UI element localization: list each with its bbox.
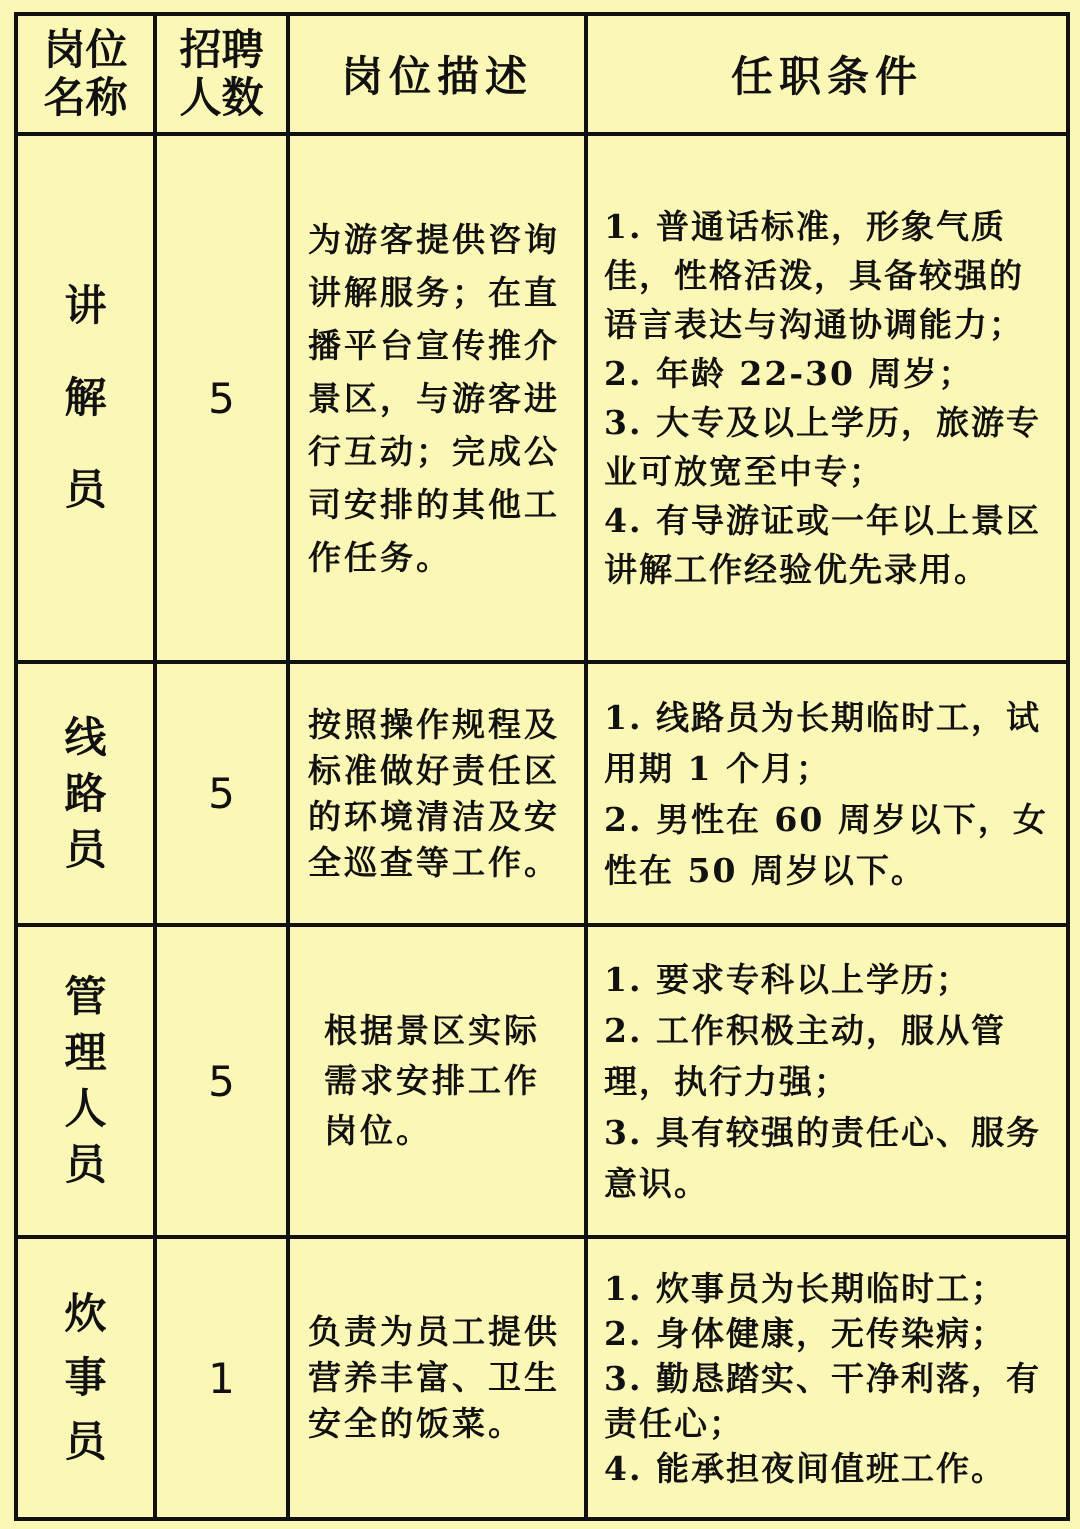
table-row — [16, 1237, 1068, 1519]
header-position: 岗位名称 — [16, 14, 155, 134]
hire-count: 5 — [155, 134, 288, 662]
requirement-item: 2. 年龄 22-30 周岁； — [604, 354, 974, 393]
requirement-item: 4. 有导游证或一年以上景区讲解工作经验优先录用。 — [604, 501, 1041, 589]
requirement-item: 1. 要求专科以上学历； — [604, 959, 971, 999]
job-requirements — [586, 662, 1068, 925]
table-row — [16, 662, 1068, 925]
position-name: 线路员 — [16, 662, 155, 925]
job-requirements — [586, 134, 1068, 662]
job-requirements — [586, 925, 1068, 1237]
position-name: 讲解员 — [16, 134, 155, 662]
position-name: 管理人员 — [16, 925, 155, 1237]
table-header-row — [16, 14, 1068, 134]
job-description: 根据景区实际需求安排工作岗位。 — [288, 925, 586, 1237]
job-requirements — [586, 1237, 1068, 1519]
header-description: 岗位描述 — [288, 14, 586, 134]
requirement-item: 2. 男性在 60 周岁以下，女性在 50 周岁以下。 — [604, 799, 1048, 890]
recruitment-table — [14, 12, 1070, 1521]
job-description: 负责为员工提供营养丰富、卫生安全的饭菜。 — [288, 1237, 586, 1519]
table-row — [16, 925, 1068, 1237]
requirement-item: 2. 工作积极主动，服从管理，执行力强； — [604, 1010, 1006, 1101]
requirement-item: 1. 普通话标准，形象气质佳，性格活泼，具备较强的语言表达与沟通协调能力； — [604, 207, 1024, 344]
requirement-item: 3. 勤恳踏实、干净利落，有责任心； — [604, 1358, 1041, 1443]
hire-count: 1 — [155, 1237, 288, 1519]
table-row — [16, 134, 1068, 662]
header-count: 招聘人数 — [155, 14, 288, 134]
position-name: 炊事员 — [16, 1237, 155, 1519]
requirement-item: 3. 具有较强的责任心、服务意识。 — [604, 1112, 1041, 1203]
requirement-item: 1. 炊事员为长期临时工； — [604, 1268, 1006, 1308]
requirement-item: 2. 身体健康，无传染病； — [604, 1313, 1006, 1353]
hire-count: 5 — [155, 925, 288, 1237]
requirement-item: 4. 能承担夜间值班工作。 — [604, 1448, 1006, 1488]
job-description: 按照操作规程及标准做好责任区的环境清洁及安全巡查等工作。 — [288, 662, 586, 925]
job-description: 为游客提供咨询讲解服务；在直播平台宣传推介景区，与游客进行互动；完成公司安排的其他工作任务。 — [288, 134, 586, 662]
requirement-item: 3. 大专及以上学历，旅游专业可放宽至中专； — [604, 403, 1041, 491]
requirement-item: 1. 线路员为长期临时工，试用期 1 个月； — [604, 697, 1041, 788]
hire-count: 5 — [155, 662, 288, 925]
header-requirements: 任职条件 — [586, 14, 1068, 134]
